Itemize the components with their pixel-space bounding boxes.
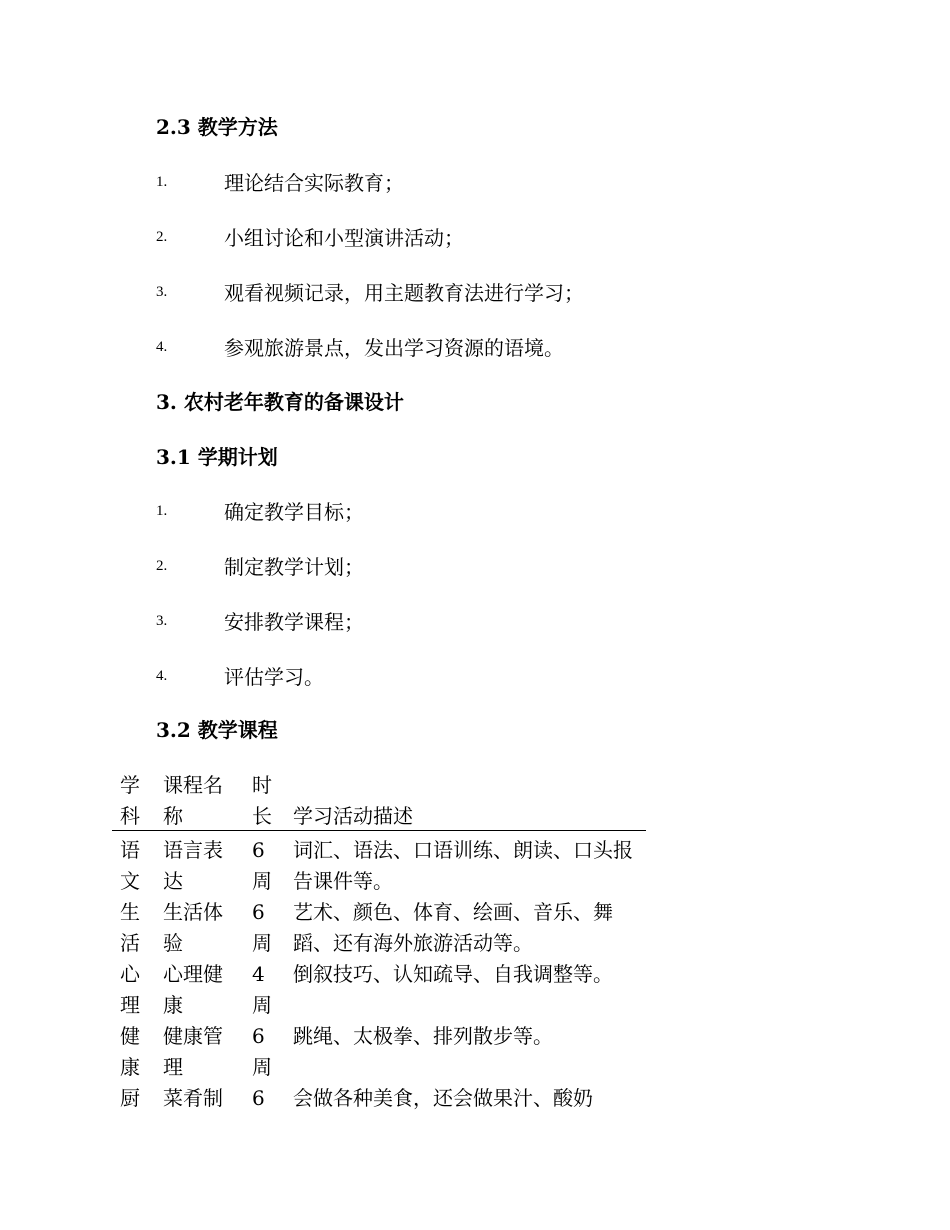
list-text: 制定教学计划；	[224, 555, 364, 579]
table-row	[112, 959, 646, 1021]
table-row	[112, 1083, 646, 1145]
list-number: 3.	[156, 284, 168, 300]
list-number: 3.	[156, 613, 168, 629]
cell-subject: 心理	[120, 962, 140, 1017]
list-number: 1.	[156, 503, 168, 519]
table-header-row	[112, 770, 646, 831]
cell-description: 倒叙技巧、认知疏导、自我调整等。	[293, 962, 613, 986]
course-table	[112, 770, 646, 1145]
list-text: 小组讨论和小型演讲活动；	[224, 226, 464, 250]
table-row	[112, 1021, 646, 1083]
cell-course-name: 语言表达	[163, 838, 223, 893]
section-heading-3: 3. 农村老年教育的备课设计	[156, 390, 404, 414]
cell-description: 艺术、颜色、体育、绘画、音乐、舞蹈、还有海外旅游活动等。	[293, 900, 613, 955]
cell-course-name: 心理健康	[163, 962, 223, 1017]
cell-course-name: 健康管理	[163, 1024, 223, 1079]
list-text: 观看视频记录，用主题教育法进行学习；	[224, 281, 584, 305]
cell-subject: 生活	[120, 900, 140, 955]
table-row	[112, 835, 646, 897]
table-body	[112, 831, 646, 1145]
list-text: 评估学习。	[224, 665, 324, 689]
cell-subject: 厨	[120, 1086, 140, 1110]
table-row	[112, 897, 646, 959]
list-text: 安排教学课程；	[224, 610, 364, 634]
cell-duration: 6周	[252, 1024, 272, 1079]
header-course-name: 课程名称	[163, 773, 223, 828]
list-number: 2.	[156, 229, 168, 245]
list-number: 2.	[156, 558, 168, 574]
list-number: 1.	[156, 174, 168, 190]
cell-subject: 语文	[120, 838, 140, 893]
header-duration: 时长	[252, 773, 272, 828]
list-number: 4.	[156, 339, 168, 355]
header-subject: 学科	[120, 773, 140, 828]
section-heading-2-3: 2.3 教学方法	[156, 115, 278, 139]
list-number: 4.	[156, 668, 168, 684]
list-text: 确定教学目标；	[224, 500, 364, 524]
cell-description: 跳绳、太极拳、排列散步等。	[293, 1024, 553, 1048]
cell-duration: 6	[252, 1086, 265, 1110]
cell-duration: 6周	[252, 838, 272, 893]
section-heading-3-1: 3.1 学期计划	[156, 445, 278, 469]
section-heading-3-2: 3.2 教学课程	[156, 718, 278, 742]
cell-subject: 健康	[120, 1024, 140, 1079]
list-text: 理论结合实际教育；	[224, 171, 404, 195]
cell-duration: 6周	[252, 900, 272, 955]
cell-description: 会做各种美食，还会做果汁、酸奶	[293, 1086, 593, 1110]
header-description: 学习活动描述	[293, 804, 413, 828]
cell-duration: 4周	[252, 962, 272, 1017]
cell-description: 词汇、语法、口语训练、朗读、口头报告课件等。	[293, 838, 633, 893]
cell-course-name: 菜肴制	[163, 1086, 223, 1110]
list-text: 参观旅游景点，发出学习资源的语境。	[224, 336, 564, 360]
cell-course-name: 生活体验	[163, 900, 223, 955]
